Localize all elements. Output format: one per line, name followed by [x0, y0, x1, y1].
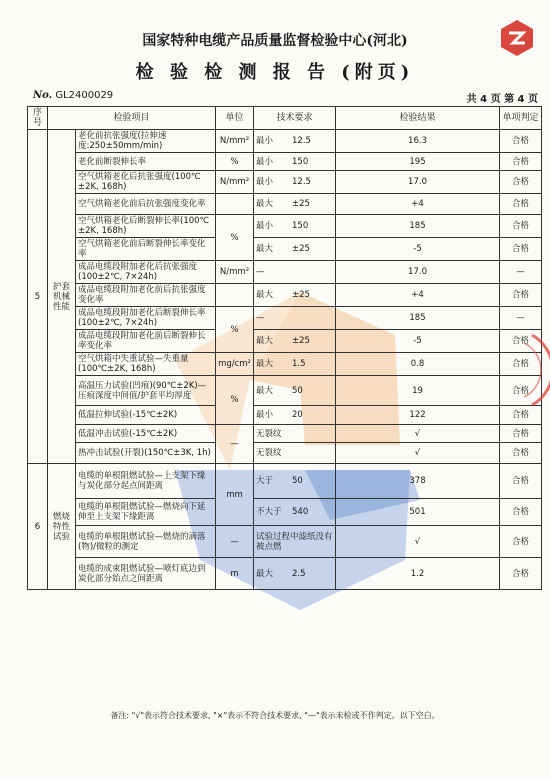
verdict-cell: 合格 [500, 406, 542, 425]
table-row [28, 284, 542, 307]
org-name: 国家特种电缆产品质量监督检验中心(河北) [142, 33, 408, 49]
table-row [28, 171, 542, 194]
requirement-cell [254, 499, 336, 526]
table-row [28, 526, 542, 558]
requirement-kind: 最大 [256, 385, 274, 396]
requirement-cell [254, 443, 336, 464]
result-cell: 17.0 [336, 261, 500, 284]
requirement-value: 1.5 [292, 359, 306, 369]
requirement-value: 12.5 [292, 177, 311, 187]
unit-cell: % [216, 307, 254, 353]
verdict-cell: 合格 [500, 330, 542, 353]
item-cell: 空气烘箱中失重试验—失重量(100℃±2K, 168h) [76, 353, 216, 376]
table-row [28, 153, 542, 171]
table-row [28, 499, 542, 526]
item-cell: 成品电缆段附加老化前后断裂伸长率变化率 [76, 330, 216, 353]
requirement-cell [254, 153, 336, 171]
verdict-cell: 合格 [500, 238, 542, 261]
col-header: 单项判定 [500, 107, 542, 130]
seq-cell: 6 [28, 464, 48, 590]
unit-cell: — [216, 425, 254, 464]
result-cell: 195 [336, 153, 500, 171]
unit-cell: % [216, 153, 254, 171]
result-cell: -5 [336, 238, 500, 261]
unit-cell: % [216, 376, 254, 425]
verdict-cell: 合格 [500, 171, 542, 194]
verdict-cell: 合格 [500, 194, 542, 215]
requirement-kind: 最小 [256, 221, 274, 231]
requirement-cell [254, 526, 336, 558]
unit-cell: % [216, 215, 254, 261]
requirement-value: ±25 [292, 336, 310, 346]
verdict-cell: 合格 [500, 284, 542, 307]
item-cell: 电缆的单根阻燃试验—燃烧的滴落(物)/微粒的测定 [76, 526, 216, 558]
result-cell: 17.0 [336, 171, 500, 194]
result-cell: +4 [336, 284, 500, 307]
unit-cell: mg/cm² [216, 353, 254, 376]
group-name-cell: 燃烧特性试验 [48, 464, 76, 590]
unit-cell: N/mm² [216, 261, 254, 284]
table-row [28, 215, 542, 238]
requirement-value: 150 [292, 156, 309, 167]
result-cell: 501 [336, 499, 500, 526]
result-cell: -5 [336, 330, 500, 353]
requirement-cell [254, 261, 336, 284]
requirement-value: 150 [292, 221, 309, 231]
item-cell: 老化前断裂伸长率 [76, 153, 216, 171]
item-cell: 空气烘箱老化前后断裂伸长率变化率 [76, 238, 216, 261]
col-header: 检验结果 [336, 107, 500, 130]
report-title: 检 验 检 测 报 告 (附页) [135, 62, 415, 83]
requirement-cell [254, 558, 336, 590]
verdict-cell: — [500, 261, 542, 284]
table-row [28, 425, 542, 443]
unit-cell [216, 284, 254, 307]
page-count: 共 4 页 第 4 页 [466, 94, 538, 105]
requirement-kind: 最大 [256, 199, 274, 209]
requirement-cell [254, 238, 336, 261]
verdict-cell: 合格 [500, 443, 542, 464]
table-header-row [28, 107, 542, 130]
unit-cell: m [216, 558, 254, 590]
unit-cell: N/mm² [216, 171, 254, 194]
requirement-kind: 最大 [256, 359, 274, 369]
requirement-cell [254, 353, 336, 376]
item-cell: 空气烘箱老化后断裂伸长率(100℃±2K, 168h) [76, 215, 216, 238]
result-cell: +4 [336, 194, 500, 215]
unit-cell: N/mm² [216, 130, 254, 153]
verdict-cell: 合格 [500, 464, 542, 499]
requirement-kind: 最小 [256, 177, 274, 187]
requirement-kind: — [256, 267, 265, 277]
requirement-kind: 无裂纹 [256, 428, 282, 439]
result-cell: 185 [336, 215, 500, 238]
requirement-value: 12.5 [292, 136, 311, 146]
item-cell: 低温拉伸试验(-15℃±2K) [76, 406, 216, 425]
result-cell: 1.2 [336, 558, 500, 590]
requirement-value: 540 [292, 507, 309, 517]
verdict-cell: 合格 [500, 526, 542, 558]
item-cell: 低温冲击试验(-15℃±2K) [76, 425, 216, 443]
requirement-kind: 最大 [256, 290, 274, 300]
item-cell: 成品电缆段附加老化前后抗张强度变化率 [76, 284, 216, 307]
verdict-cell: — [500, 307, 542, 330]
requirement-value: 50 [292, 385, 303, 396]
table-row [28, 443, 542, 464]
result-cell: 378 [336, 464, 500, 499]
requirement-value: ±25 [292, 244, 310, 254]
group-name-cell: 护套机械性能 [48, 130, 76, 464]
verdict-cell: 合格 [500, 376, 542, 406]
requirement-value: 50 [292, 476, 303, 486]
requirement-cell [254, 307, 336, 330]
verdict-cell: 合格 [500, 558, 542, 590]
requirement-cell [254, 425, 336, 443]
verdict-cell: 合格 [500, 153, 542, 171]
table-row [28, 194, 542, 215]
result-cell: 122 [336, 406, 500, 425]
requirement-kind: 试验过程中滤纸没有被点燃 [256, 531, 333, 552]
inspection-seal [462, 325, 550, 415]
requirement-kind: 最小 [256, 136, 274, 146]
verdict-cell: 合格 [500, 130, 542, 153]
col-header: 序号 [28, 107, 48, 130]
requirement-cell [254, 130, 336, 153]
item-cell: 热冲击试验(开裂)(150℃±3K, 1h) [76, 443, 216, 464]
item-cell: 电缆的单根阻燃试验—燃烧向下延伸至上支架下缘距离 [76, 499, 216, 526]
verdict-cell: 合格 [500, 499, 542, 526]
requirement-cell [254, 406, 336, 425]
requirement-kind: 大于 [256, 476, 274, 486]
requirement-kind: 最小 [256, 156, 274, 167]
requirement-cell [254, 284, 336, 307]
requirement-kind: 最小 [256, 410, 274, 420]
requirement-cell [254, 215, 336, 238]
result-cell: 19 [336, 376, 500, 406]
col-header: 检验项目 [48, 107, 216, 130]
requirement-cell [254, 376, 336, 406]
requirement-cell [254, 330, 336, 353]
requirement-kind: 最大 [256, 568, 274, 579]
table-row [28, 130, 542, 153]
item-cell: 高温压力试验(凹痕)(90℃±2K)—压痕深度中间值/护套平均厚度 [76, 376, 216, 406]
result-cell: √ [336, 526, 500, 558]
requirement-kind: 不大于 [256, 507, 282, 517]
result-cell: 0.8 [336, 353, 500, 376]
col-header: 单位 [216, 107, 254, 130]
requirement-cell [254, 194, 336, 215]
item-cell: 老化前抗张强度(拉伸速度:250±50mm/min) [76, 130, 216, 153]
table-row [28, 558, 542, 590]
item-cell: 电缆的单根阻燃试验—上支架下缘与炭化部分起点间距离 [76, 464, 216, 499]
col-header: 技术要求 [254, 107, 336, 130]
unit-cell: — [216, 526, 254, 558]
requirement-cell [254, 171, 336, 194]
seq-cell: 5 [28, 130, 48, 464]
requirement-kind: 最大 [256, 336, 274, 346]
item-cell: 成品电缆段附加老化后抗张强度(100±2℃, 7×24h) [76, 261, 216, 284]
verdict-cell: 合格 [500, 425, 542, 443]
item-cell: 成品电缆段附加老化后断裂伸长率(100±2℃, 7×24h) [76, 307, 216, 330]
result-cell: 16.3 [336, 130, 500, 153]
requirement-kind: 无裂纹 [256, 448, 282, 458]
result-cell: 185 [336, 307, 500, 330]
item-cell: 空气烘箱老化前后抗张强度变化率 [76, 194, 216, 215]
unit-cell: mm [216, 464, 254, 526]
requirement-value: ±25 [292, 199, 310, 209]
report-number: No. GL2400029 [33, 90, 114, 101]
requirement-kind: — [256, 313, 265, 323]
requirement-kind: 最大 [256, 244, 274, 254]
table-row [28, 238, 542, 261]
result-cell: √ [336, 443, 500, 464]
unit-cell [216, 194, 254, 215]
verdict-cell: 合格 [500, 215, 542, 238]
requirement-value: 20 [292, 410, 303, 420]
table-row [28, 464, 542, 499]
requirement-value: 2.5 [292, 568, 306, 579]
requirement-cell [254, 464, 336, 499]
item-cell: 空气烘箱老化后抗张强度(100℃±2K, 168h) [76, 171, 216, 194]
requirement-value: ±25 [292, 290, 310, 300]
table-row [28, 261, 542, 284]
result-cell: √ [336, 425, 500, 443]
footnote: 备注: "√"表示符合技术要求, "×"表示不符合技术要求, "—"表示未检或不作判定。以下空白。 [110, 711, 440, 720]
verdict-cell: 合格 [500, 353, 542, 376]
item-cell: 电缆的成束阻燃试验—喷灯底边到炭化部分始点之间距离 [76, 558, 216, 590]
